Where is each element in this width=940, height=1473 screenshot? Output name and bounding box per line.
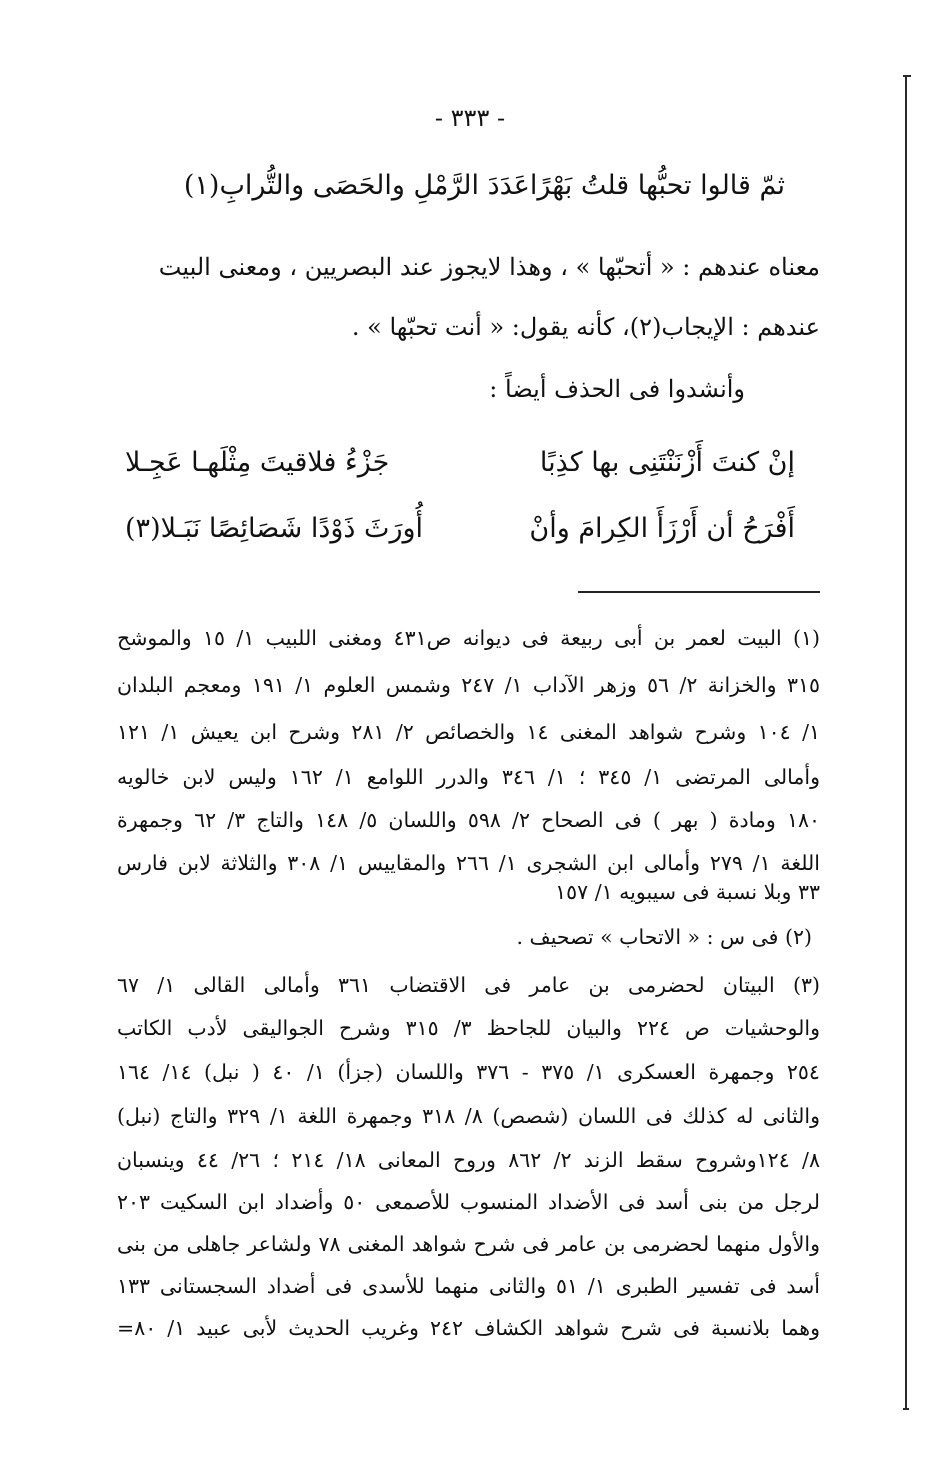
page-edge-tick <box>903 75 911 77</box>
footnote-line: ١٨٠ ومادة ( بهر ) فى الصحاح ٢/ ٥٩٨ واللسان ٥/ ١٤٨ والتاج ٣/ ٦٢ وجمهرة <box>117 808 821 832</box>
footnote-separator <box>578 591 820 593</box>
footnote-line: والأول منهما لحضرمى بن عامر فى شرح شواهد المغنى ٧٨ ولشاعر جاهلى من بنى <box>117 1232 820 1256</box>
footnote-line: ٨/ ١٢٤وشروح سقط الزند ٢/ ٨٦٢ وروح المعانى ١٨/ ٢١٤ ؛ ٢٦/ ٤٤ وينسبان <box>117 1148 820 1172</box>
verse-hemistich-left: عَدَدَ الرَّمْلِ والحَصَى والتُّرابِ(١) <box>183 170 530 201</box>
footnote-line: (١) البيت لعمر بن أبى ربيعة فى ديوانه ص٤٣١ ومغنى اللبيب ١/ ١٥ والموشح <box>117 626 820 650</box>
footnote-line: وهما بلانسبة فى شرح شواهد الكشاف ٢٤٢ وغريب الحديث لأبى عبيد ١/ ٨٠= <box>117 1316 821 1340</box>
verse-line <box>125 513 795 544</box>
footnote-line: ٢٥٤ وجمهرة العسكرى ١/ ٣٧٥ - ٣٧٦ واللسان (جزأ) ١/ ٤٠ ( نبل) ١٤/ ١٦٤ <box>117 1060 820 1084</box>
page-edge-line <box>905 75 907 1410</box>
footnote-line: (٢) فى س : « الاتحاب » تصحيف . <box>516 925 812 949</box>
footnote-line: ١/ ١٠٤ وشرح شواهد المغنى ١٤ والخصائص ٢/ ٢٨١ وشرح ابن يعيش ١/ ١٢١ <box>117 720 820 744</box>
verse-line <box>125 447 795 478</box>
footnote-line: لرجل من بنى أسد فى الأضداد المنسوب للأصمعى ٥٠ وأضداد ابن السكيت ٢٠٣ <box>117 1190 820 1214</box>
page-edge-tick <box>903 1408 909 1410</box>
verse-hemistich-right: إنْ كنتَ أَزْنَنْتَنِى بها كذِبًا <box>539 447 795 478</box>
verse-hemistich-left: جَزْءُ فلاقيتَ مِثْلَهـا عَجِـلا <box>125 447 390 478</box>
verse-line <box>183 170 785 201</box>
page-number: - ٣٣٣ - <box>434 104 506 132</box>
verse-hemistich-left: أُورَثَ ذَوْدًا شَصَائِصًا نَبَـلا(٣) <box>125 513 424 544</box>
footnote-line: (٣) البيتان لحضرمى بن عامر فى الاقتضاب ٣٦١ وأمالى القالى ١/ ٦٧ <box>117 973 820 997</box>
footnote-line: اللغة ١/ ٢٧٩ وأمالى ابن الشجرى ١/ ٢٦٦ والمقاييس ١/ ٣٠٨ والثلاثة لابن فارس <box>117 851 821 875</box>
verse-hemistich-right: أَفْرَحُ أن أَرْزَأَ الكِرامَ وأنْ <box>529 513 795 544</box>
verse-hemistich-right: ثمّ قالوا تحبُّها قلتُ بَهْرًا <box>529 170 785 201</box>
footnote-line: أسد فى تفسير الطبرى ١/ ٥١ والثانى منهما للأسدى فى أضداد السجستانى ١٣٣ <box>117 1274 820 1298</box>
footnote-line: ٣٣ وبلا نسبة فى سيبويه ١/ ١٥٧ <box>555 880 820 904</box>
prose-line: معناه عندهم : « أتحبّها » ، وهذا لايجوز عند البصريين ، ومعنى البيت <box>158 253 820 281</box>
footnote-line: والثانى له كذلك فى اللسان (شصص) ٨/ ٣١٨ وجمهرة اللغة ١/ ٣٢٩ والتاج (نبل) <box>117 1104 820 1128</box>
footnote-line: والوحشيات ص ٢٢٤ والبيان للجاحظ ٣/ ٣١٥ وشرح الجواليقى لأدب الكاتب <box>117 1016 820 1040</box>
footnote-line: ٣١٥ والخزانة ٢/ ٥٦ وزهر الآداب ١/ ٢٤٧ وشمس العلوم ١/ ١٩١ ومعجم البلدان <box>117 673 820 697</box>
prose-line: عندهم : الإيجاب(٢)، كأنه يقول: « أنت تحبّها » . <box>351 313 820 341</box>
prose-line: وأنشدوا فى الحذف أيضاً : <box>489 375 745 403</box>
footnote-line: وأمالى المرتضى ١/ ٣٤٥ ؛ ١/ ٣٤٦ والدرر اللوامع ١/ ١٦٢ وليس لابن خالويه <box>117 765 820 789</box>
